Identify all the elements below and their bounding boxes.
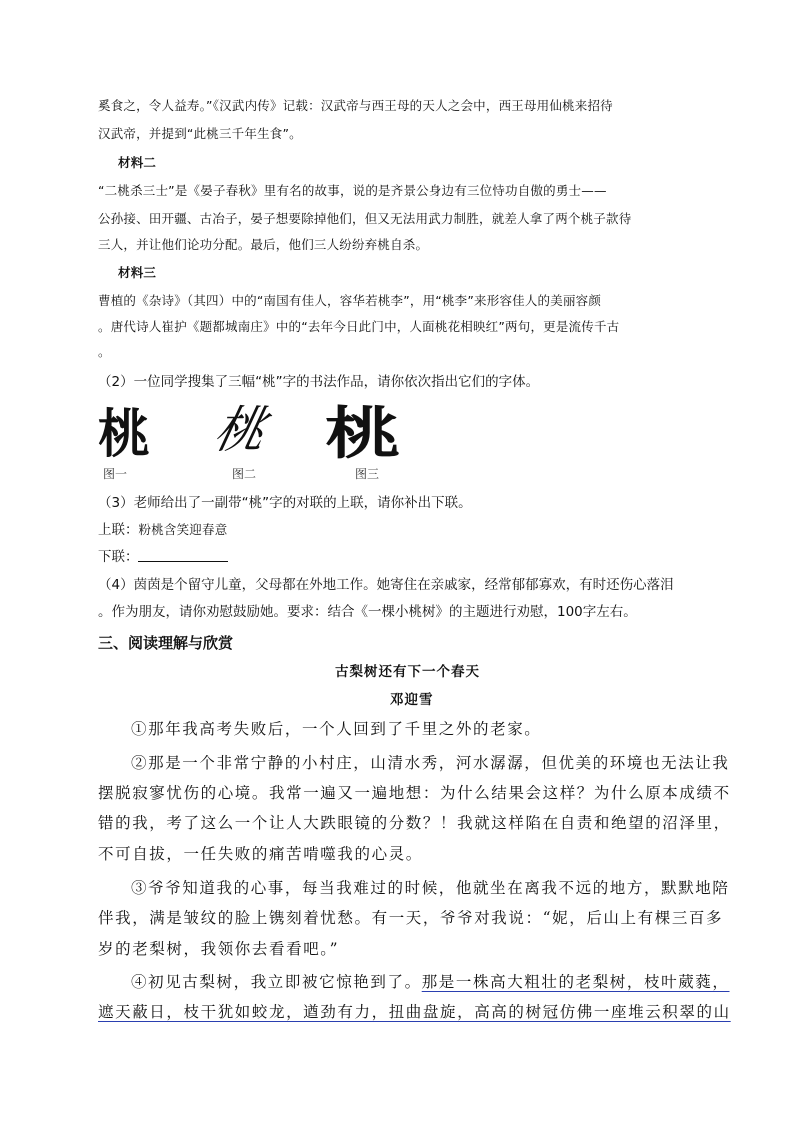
- couplet-upper: [98, 518, 227, 538]
- material1-line-1: 奚食之，令人益寿。”《汉武内传》记载：汉武帝与西王母的天人之会中，西王母用仙桃来招待: [98, 98, 613, 113]
- article-paragraph-1: ①那年我高考失败后，一个人回到了千里之外的老家。: [131, 720, 542, 738]
- couplet-upper-text: 粉桃含笑迎春意: [138, 522, 228, 537]
- material3-heading: 材料三: [118, 265, 157, 280]
- question-4-line-1: （4）茵茵是个留守儿童，父母都在外地工作。她寄住在亲戚家，经常郁郁寡欢，有时还伤心落泪: [98, 577, 674, 593]
- paragraph-4-underlined-text: 那是一株高大粗壮的老梨树，枝叶葳蕤，: [421, 973, 730, 991]
- article-paragraph-4-line-2: 遮天蔽日，枝干犹如蛟龙，遒劲有力，扭曲盘旋，高高的树冠仿佛一座堆云积翠的山: [98, 1003, 731, 1021]
- article-paragraph-2-line-2: 摆脱寂寥忧伤的心境。我常一遍又一遍地想：为什么结果会这样？为什么原本成绩不: [98, 784, 731, 802]
- calligraphy-caption-1: 图一: [103, 467, 128, 481]
- material2-line-1: “二桃杀三士”是《晏子春秋》里有名的故事，说的是齐景公身边有三位恃功自傲的勇士——: [98, 183, 607, 198]
- calligraphy-caption-2: 图二: [232, 467, 257, 481]
- material3-line-2: 。唐代诗人崔护《题都城南庄》中的“去年今日此门中，人面桃花相映红”两句，更是流传千古: [98, 319, 620, 334]
- question-2-prompt: （2）一位同学搜集了三幅“桃”字的书法作品，请你依次指出它们的字体。: [98, 374, 540, 390]
- question-4-line-2: 。作为朋友，请你劝慰鼓励她。要求：结合《一棵小桃树》的主题进行劝慰，100字左右。: [98, 604, 637, 620]
- material1-line-2: 汉武帝，并提到“此桃三千年生食”。: [98, 126, 302, 141]
- article-paragraph-4-line-1: [131, 970, 730, 992]
- paragraph-4-plain-text: ④初见古梨树，我立即被它惊艳到了。: [131, 973, 422, 991]
- article-author: 邓迎雪: [390, 692, 434, 708]
- couplet-lower-label: 下联：: [98, 549, 139, 565]
- article-paragraph-3-line-1: ③爷爷知道我的心事，每当我难过的时候，他就坐在离我不远的地方，默默地陪: [131, 879, 730, 897]
- couplet-upper-label: 上联：: [98, 522, 139, 538]
- material2-heading: 材料二: [118, 155, 157, 170]
- material3-line-3: 。: [98, 344, 111, 359]
- article-title: 古梨树还有下一个春天: [335, 664, 480, 680]
- question-3-prompt: （3）老师给出了一副带“桃”字的对联的上联，请你补出下联。: [98, 495, 472, 511]
- section-3-heading: 三、阅读理解与欣赏: [98, 634, 234, 652]
- couplet-lower: [98, 545, 139, 565]
- calligraphy-image-2: 桃: [208, 401, 272, 459]
- article-paragraph-3-line-3: 岁的老梨树，我领你去看看吧。”: [98, 940, 340, 958]
- material2-line-3: 三人，并让他们论功分配。最后，他们三人纷纷弃桃自杀。: [98, 237, 429, 252]
- article-paragraph-2-line-1: ②那是一个非常宁静的小村庄，山清水秀，河水潺潺，但优美的环境也无法让我: [131, 754, 730, 772]
- couplet-lower-answer-blank[interactable]: [138, 561, 228, 562]
- calligraphy-image-1: 桃: [98, 404, 149, 465]
- article-paragraph-3-line-2: 伴我，满是皱纹的脸上镌刻着忧愁。有一天，爷爷对我说：“妮，后山上有棵三百多: [98, 909, 724, 927]
- material3-line-1: 曹植的《杂诗》（其四）中的“南国有佳人，容华若桃李”，用“桃李”来形容佳人的美丽容颜: [98, 293, 602, 308]
- calligraphy-image-3: 桃: [325, 401, 401, 467]
- article-paragraph-2-line-4: 不可自拔，一任失败的痛苦啃噬我的心灵。: [98, 845, 423, 863]
- material2-line-2: 公孙接、田开疆、古冶子，晏子想要除掉他们，但又无法用武力制胜，就差人拿了两个桃子款待: [98, 211, 632, 226]
- calligraphy-caption-3: 图三: [355, 467, 380, 481]
- article-paragraph-2-line-3: 错的我，考了这么一个让人大跌眼镜的分数？！我就这样陷在自责和绝望的沼泽里，: [98, 814, 731, 832]
